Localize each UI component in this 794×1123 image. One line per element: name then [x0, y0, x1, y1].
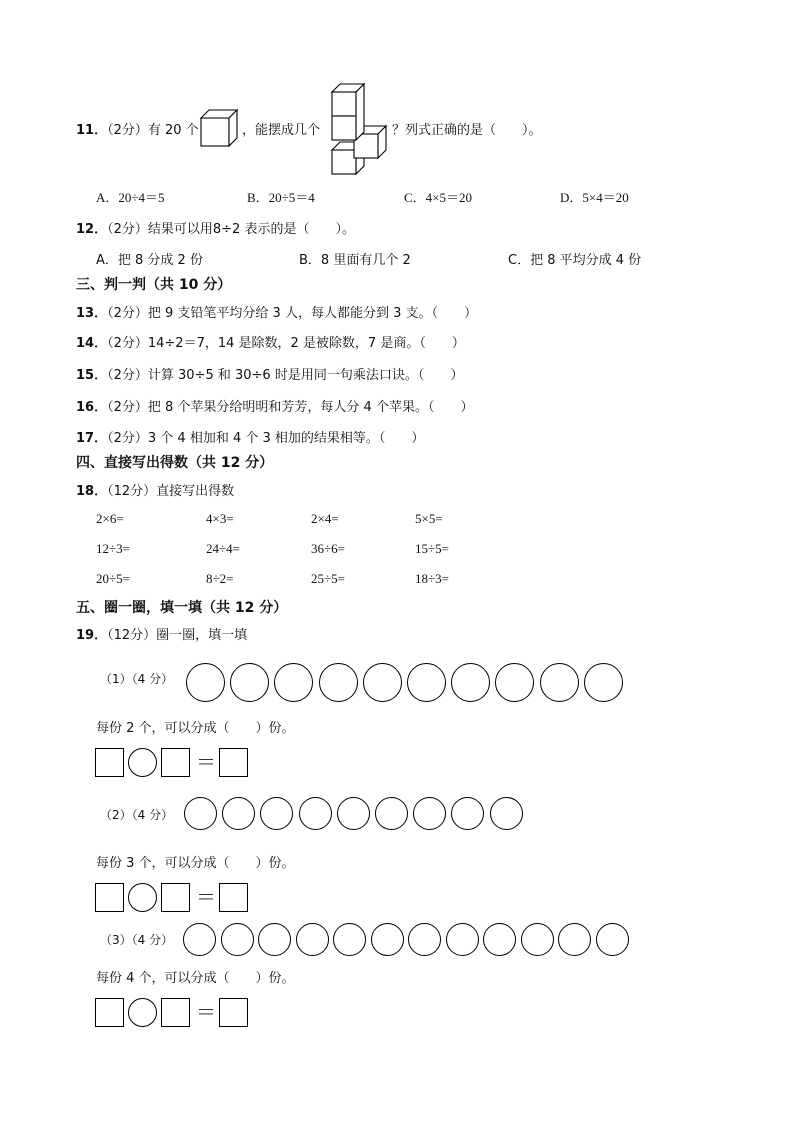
operator-circle[interactable]	[128, 883, 157, 912]
item-circle	[540, 663, 579, 702]
item-circle	[274, 663, 313, 702]
operator-circle[interactable]	[128, 748, 157, 777]
item-circle	[222, 797, 255, 830]
item-circle	[451, 663, 490, 702]
item-circle	[258, 923, 291, 956]
item-circle	[495, 663, 534, 702]
answer-box[interactable]	[95, 998, 124, 1027]
item-circle	[333, 923, 366, 956]
q12-option-c: C．把 8 平均分成 4 份	[508, 253, 642, 268]
calc-item: 5×5=	[415, 511, 443, 526]
answer-box[interactable]	[161, 998, 190, 1027]
calc-item: 20÷5=	[96, 571, 130, 586]
calc-item: 24÷4=	[206, 541, 240, 556]
q12-text: 结果可以用8÷2 表示的是（ ）。	[147, 222, 355, 237]
q14-score: （2分）	[107, 336, 148, 351]
q12-option-b: B．8 里面有几个 2	[299, 253, 411, 268]
q13-number: 13．	[76, 306, 108, 321]
item-circle	[186, 663, 225, 702]
q19-part2-label: （2）（4 分）	[100, 808, 174, 822]
q12-stem	[76, 218, 355, 237]
calc-item: 2×6=	[96, 511, 124, 526]
item-circle	[371, 923, 404, 956]
q12-score: （2分）	[107, 222, 148, 237]
item-circle	[558, 923, 591, 956]
q16-text: 把 8 个苹果分给明明和芳芳，每人分 4 个苹果。（ ）	[147, 400, 474, 415]
q15-score: （2分）	[107, 368, 148, 383]
cube-icon	[200, 108, 240, 148]
q14-number: 14．	[76, 336, 108, 351]
q11-option-a: A．20÷4＝5	[96, 190, 165, 205]
equals-sign: ＝	[196, 1000, 216, 1024]
q11-number: 11．	[76, 123, 108, 138]
item-circle	[483, 923, 516, 956]
q11-text-b: ，能摆成几个	[242, 123, 321, 138]
q19-number: 19．	[76, 628, 108, 643]
q14-text: 14÷2＝7，14 是除数，2 是被除数，7 是商。（ ）	[147, 336, 465, 351]
calc-item: 18÷3=	[415, 571, 449, 586]
q13-score: （2分）	[107, 306, 148, 321]
q19-score: （12分）	[107, 628, 157, 643]
section-4-heading: 四、直接写出得数（共 12 分）	[76, 455, 274, 471]
q19-stem	[76, 624, 247, 643]
q17-text: 3 个 4 相加和 4 个 3 相加的结果相等。（ ）	[147, 431, 425, 446]
q19-part3-label: （3）（4 分）	[100, 933, 174, 947]
calc-item: 8÷2=	[206, 571, 234, 586]
section-5-heading: 五、圈一圈，填一填（共 12 分）	[76, 600, 288, 616]
calc-item: 4×3=	[206, 511, 234, 526]
item-circle	[451, 797, 484, 830]
q12-number: 12．	[76, 222, 108, 237]
item-circle	[375, 797, 408, 830]
q15-number: 15．	[76, 368, 108, 383]
q11-option-c: C．4×5＝20	[404, 190, 473, 205]
q15-text: 计算 30÷5 和 30÷6 时是用同一句乘法口诀。（ ）	[147, 368, 464, 383]
q11-option-d: D．5×4＝20	[560, 190, 629, 205]
answer-box[interactable]	[219, 883, 248, 912]
q15	[76, 364, 463, 383]
calc-item: 12÷3=	[96, 541, 130, 556]
q19-part3-text: 每份 4 个，可以分成（ ）份。	[96, 971, 295, 986]
item-circle	[446, 923, 479, 956]
q13	[76, 302, 477, 321]
item-circle	[407, 663, 446, 702]
calc-item: 36÷6=	[311, 541, 345, 556]
operator-circle[interactable]	[128, 998, 157, 1027]
q11-option-b: B．20÷5＝4	[247, 190, 315, 205]
section-3-heading: 三、判一判（共 10 分）	[76, 277, 232, 293]
q19-part2-text: 每份 3 个，可以分成（ ）份。	[96, 856, 295, 871]
q11-score: （2分）	[107, 123, 148, 138]
item-circle	[230, 663, 269, 702]
item-circle	[490, 797, 523, 830]
item-circle	[363, 663, 402, 702]
q14	[76, 332, 465, 351]
q11-text-a: 有 20 个	[147, 123, 199, 138]
item-circle	[413, 797, 446, 830]
item-circle	[296, 923, 329, 956]
item-circle	[221, 923, 254, 956]
answer-box[interactable]	[219, 998, 248, 1027]
equals-sign: ＝	[196, 885, 216, 909]
answer-box[interactable]	[219, 748, 248, 777]
q19-text: 圈一圈，填一填	[156, 628, 248, 643]
item-circle	[408, 923, 441, 956]
item-circle	[184, 797, 217, 830]
item-circle	[521, 923, 554, 956]
q17	[76, 427, 424, 446]
answer-box[interactable]	[95, 883, 124, 912]
q13-text: 把 9 支铅笔平均分给 3 人，每人都能分到 3 支。（ ）	[147, 306, 477, 321]
q19-part1-text: 每份 2 个，可以分成（ ）份。	[96, 721, 295, 736]
item-circle	[596, 923, 629, 956]
q17-number: 17．	[76, 431, 108, 446]
q18-stem	[76, 480, 234, 499]
q12-option-a: A．把 8 分成 2 份	[96, 253, 203, 268]
item-circle	[584, 663, 623, 702]
answer-box[interactable]	[161, 748, 190, 777]
q16-number: 16．	[76, 400, 108, 415]
q16	[76, 396, 473, 415]
calc-item: 2×4=	[311, 511, 339, 526]
q11-text-c: ？列式正确的是（ ）。	[392, 123, 542, 138]
item-circle	[299, 797, 332, 830]
answer-box[interactable]	[95, 748, 124, 777]
answer-box[interactable]	[161, 883, 190, 912]
item-circle	[260, 797, 293, 830]
item-circle	[319, 663, 358, 702]
cube-stack-icon	[320, 78, 390, 180]
calc-item: 15÷5=	[415, 541, 449, 556]
q18-score: （12分）	[107, 484, 157, 499]
item-circle	[183, 923, 216, 956]
q17-score: （2分）	[107, 431, 148, 446]
equals-sign: ＝	[196, 750, 216, 774]
q16-score: （2分）	[107, 400, 148, 415]
calc-item: 25÷5=	[311, 571, 345, 586]
q11-stem	[76, 119, 199, 138]
item-circle	[337, 797, 370, 830]
q18-text: 直接写出得数	[156, 484, 235, 499]
q18-number: 18．	[76, 484, 108, 499]
q19-part1-label: （1）（4 分）	[100, 672, 174, 686]
